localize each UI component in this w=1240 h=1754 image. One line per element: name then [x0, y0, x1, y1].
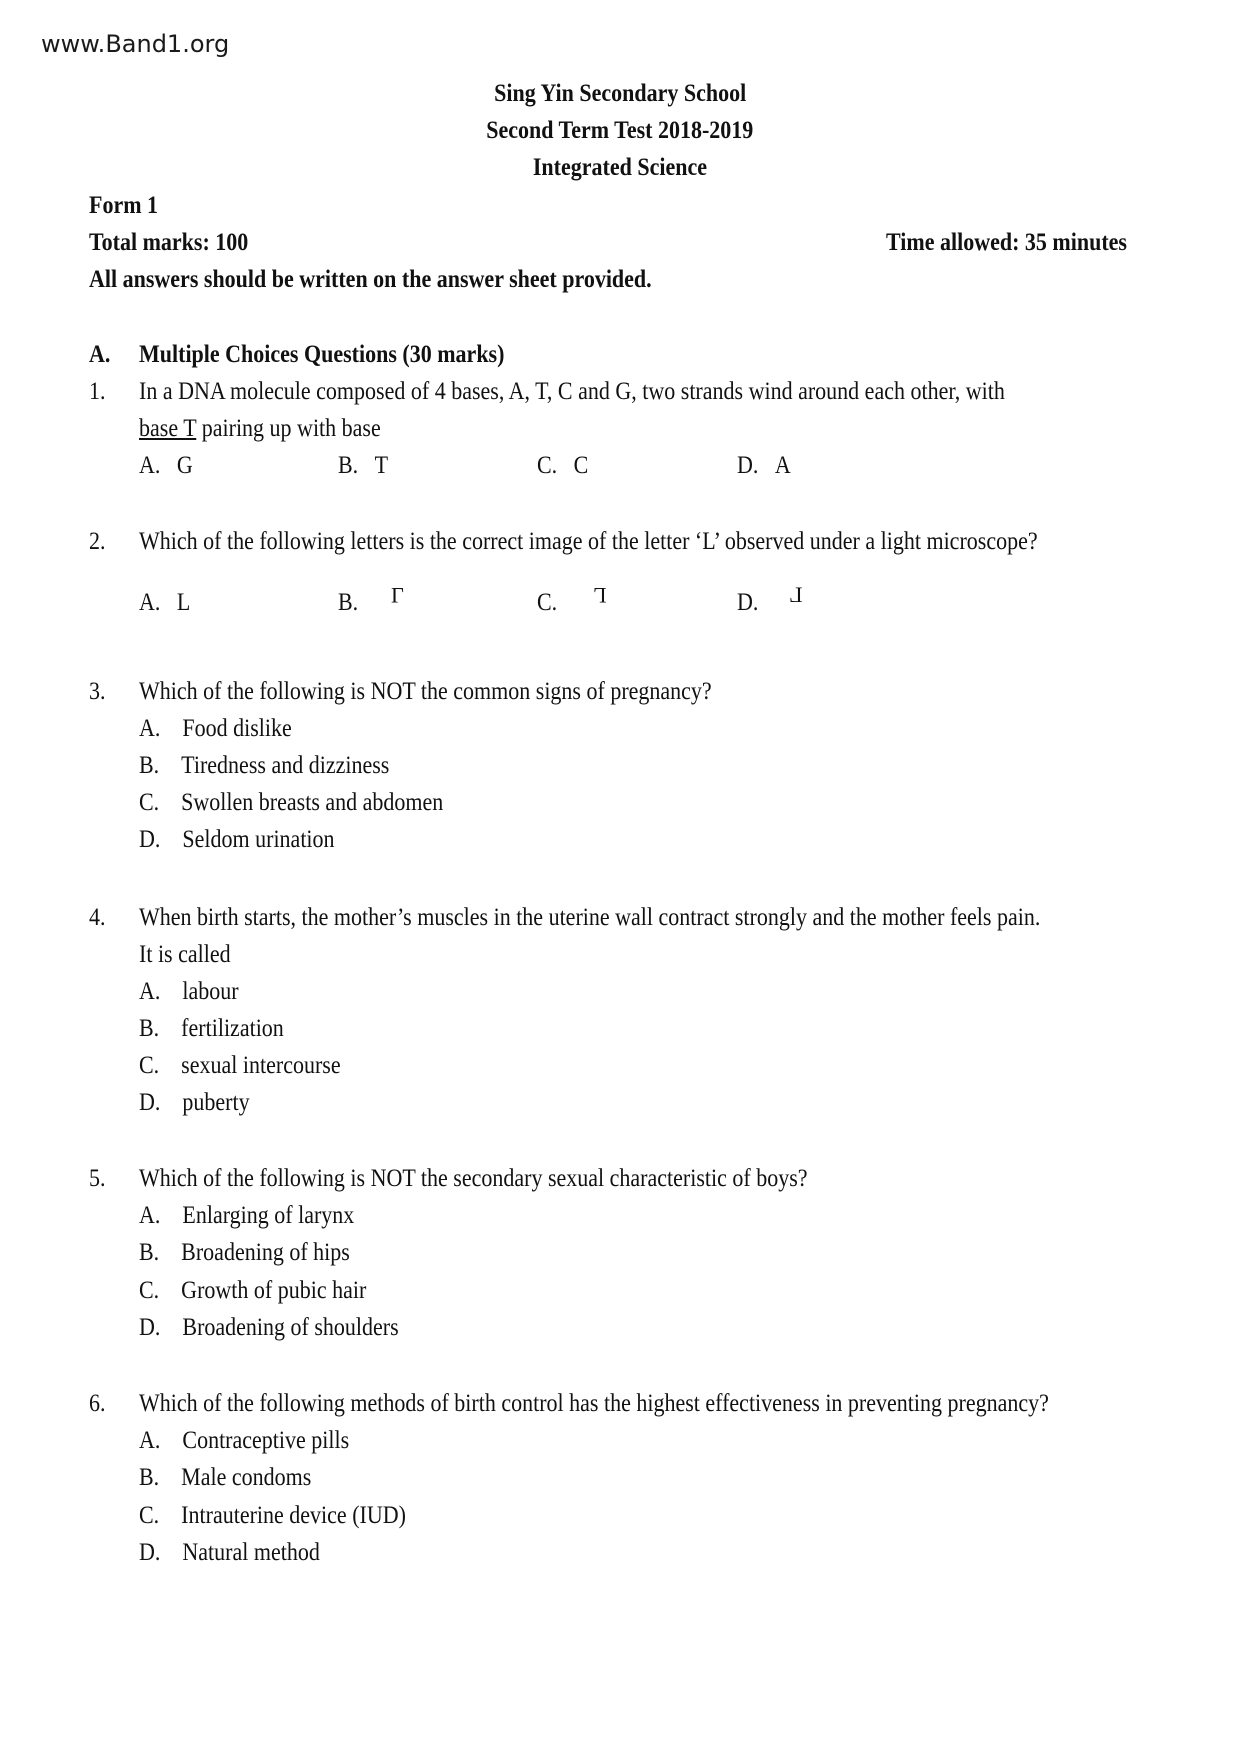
time-allowed: Time allowed: 35 minutes — [886, 229, 1127, 256]
question-number: 2. — [89, 528, 106, 555]
option-a: A. Enlarging of larynx — [139, 1202, 355, 1229]
question-number: 5. — [89, 1165, 106, 1192]
option-b: B. fertilization — [139, 1015, 284, 1042]
question-number: 3. — [89, 678, 106, 705]
question-number: 1. — [89, 378, 106, 405]
question-text: Which of the following letters is the correct image of the letter ‘L’ observed under a light microscope? — [139, 528, 1038, 555]
subject-title: Integrated Science — [532, 154, 708, 181]
question-text-line2: base T pairing up with base — [139, 415, 381, 442]
option-b: B. Broadening of hips — [139, 1239, 350, 1266]
option-b: B. T — [338, 452, 389, 479]
question-text-line2: It is called — [139, 941, 231, 968]
school-name: Sing Yin Secondary School — [493, 80, 747, 107]
question-text: Which of the following methods of birth control has the highest effectiveness in preventing pregnancy? — [139, 1390, 1049, 1417]
option-c-label: C. — [537, 589, 558, 616]
question-text: Which of the following is NOT the common signs of pregnancy? — [139, 678, 712, 705]
section-label: A. — [89, 341, 111, 368]
form-label: Form 1 — [89, 192, 159, 219]
test-title: Second Term Test 2018-2019 — [486, 117, 754, 144]
watermark: www.Band1.org — [41, 30, 230, 58]
option-c: C. Growth of pubic hair — [139, 1277, 367, 1304]
option-a: A. Food dislike — [139, 715, 292, 742]
option-d: D. Seldom urination — [139, 826, 335, 853]
option-a: A. Contraceptive pills — [139, 1427, 350, 1454]
instruction: All answers should be written on the answer sheet provided. — [89, 266, 652, 293]
question-number: 4. — [89, 904, 106, 931]
option-c: C. Intrauterine device (IUD) — [139, 1502, 406, 1529]
question-text: When birth starts, the mother’s muscles in the uterine wall contract strongly and the mother feels pain. — [139, 904, 1041, 931]
option-d: D. A — [737, 452, 791, 479]
option-b: B. Tiredness and dizziness — [139, 752, 390, 779]
option-b: B. Male condoms — [139, 1464, 312, 1491]
option-a: A. labour — [139, 978, 239, 1005]
section-title: Multiple Choices Questions (30 marks) — [139, 341, 505, 368]
option-a: A. L — [139, 589, 191, 616]
option-d: D. Natural method — [139, 1539, 320, 1566]
option-d: D. puberty — [139, 1089, 250, 1116]
option-d: D. Broadening of shoulders — [139, 1314, 399, 1341]
option-c: C. Swollen breasts and abdomen — [139, 789, 444, 816]
option-a: A. G — [139, 452, 193, 479]
option-c: C. sexual intercourse — [139, 1052, 341, 1079]
letter-l-mirrored-icon: L — [789, 582, 803, 607]
option-c: C. C — [537, 452, 589, 479]
question-text: Which of the following is NOT the secondary sexual characteristic of boys? — [139, 1165, 808, 1192]
question-number: 6. — [89, 1390, 106, 1417]
letter-l-inverted-icon: L — [391, 583, 405, 608]
total-marks: Total marks: 100 — [89, 229, 249, 256]
option-b-label: B. — [338, 589, 359, 616]
option-d-label: D. — [737, 589, 759, 616]
question-text: In a DNA molecule composed of 4 bases, A, T, C and G, two strands wind around each other, with — [139, 378, 1005, 405]
letter-l-rotated-icon: L — [593, 583, 607, 608]
underlined-term: base T — [139, 415, 197, 442]
